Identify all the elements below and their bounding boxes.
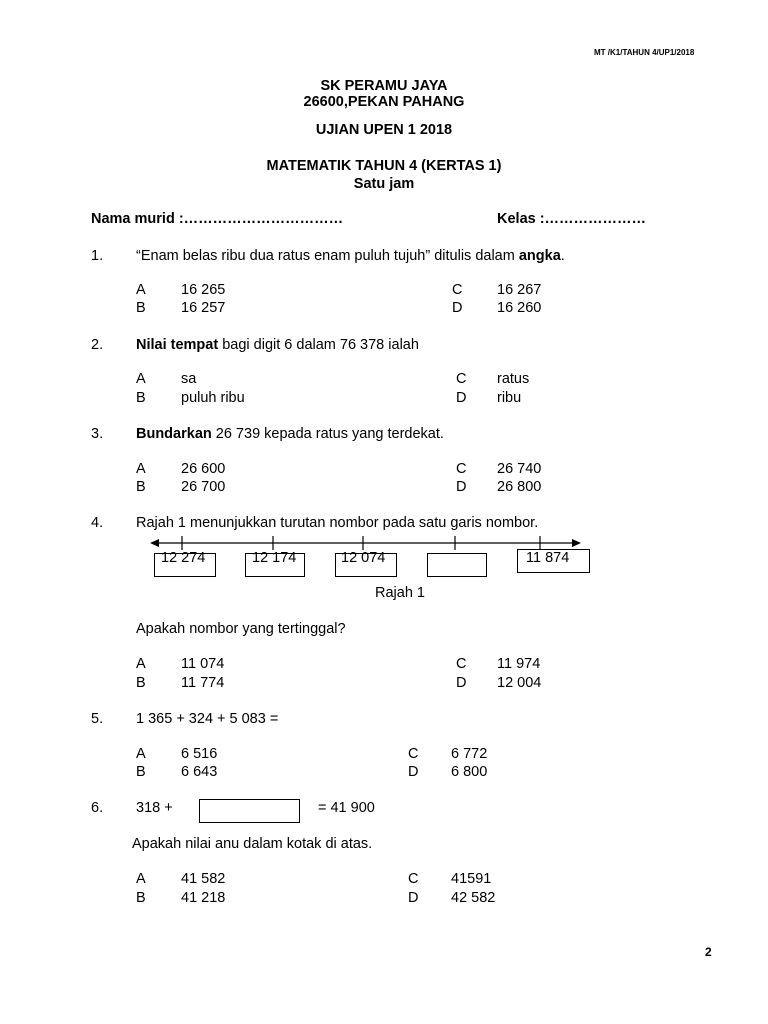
number-box-value: 12 174 xyxy=(252,550,297,566)
option-text: 41591 xyxy=(451,871,492,887)
arrow-left-icon xyxy=(150,539,159,547)
question-number: 4. xyxy=(91,515,104,531)
option-letter: B xyxy=(136,890,146,906)
document-code: MT /K1/TAHUN 4/UP1/2018 xyxy=(594,48,695,57)
option-text: 42 582 xyxy=(451,890,496,906)
option-letter: B xyxy=(136,300,146,316)
answer-box xyxy=(199,799,300,823)
question-number: 5. xyxy=(91,711,104,727)
option-text: 6 643 xyxy=(181,764,218,780)
equation-right: = 41 900 xyxy=(318,800,375,816)
school-address: 26600,PEKAN PAHANG xyxy=(303,94,465,110)
equation-left: 318 + xyxy=(136,800,173,816)
number-box-value: 11 874 xyxy=(526,550,570,566)
arrow-right-icon xyxy=(572,539,581,547)
figure-caption: Rajah 1 xyxy=(375,585,425,601)
option-letter: A xyxy=(136,371,146,387)
subject-title: MATEMATIK TAHUN 4 (KERTAS 1) xyxy=(266,158,502,174)
option-letter: B xyxy=(136,479,146,495)
option-text: 16 265 xyxy=(181,282,226,298)
question-prompt: Apakah nilai anu dalam kotak di atas. xyxy=(132,836,373,852)
option-text: 16 257 xyxy=(181,300,226,316)
student-name-field: Nama murid :…………………………… xyxy=(91,211,344,227)
question-stem: Bundarkan 26 739 kepada ratus yang terdekat. xyxy=(136,426,444,442)
question-stem: Nilai tempat bagi digit 6 dalam 76 378 ialah xyxy=(136,337,419,353)
exam-title: UJIAN UPEN 1 2018 xyxy=(315,122,453,138)
question-number: 1. xyxy=(91,248,104,264)
option-text: 26 800 xyxy=(497,479,542,495)
exam-duration: Satu jam xyxy=(353,176,415,192)
option-letter: A xyxy=(136,282,146,298)
class-field: Kelas :………………… xyxy=(497,211,647,227)
option-text: 41 582 xyxy=(181,871,226,887)
option-letter: D xyxy=(408,764,419,780)
option-text: 11 774 xyxy=(181,675,225,691)
option-letter: C xyxy=(408,746,419,762)
option-text: 26 740 xyxy=(497,461,542,477)
option-letter: C xyxy=(452,282,463,298)
option-letter: A xyxy=(136,461,146,477)
option-text: 26 700 xyxy=(181,479,226,495)
option-letter: D xyxy=(456,390,467,406)
option-letter: D xyxy=(452,300,463,316)
option-text: ribu xyxy=(497,390,522,406)
option-text: ratus xyxy=(497,371,530,387)
option-text: 6 800 xyxy=(451,764,488,780)
option-letter: B xyxy=(136,764,146,780)
option-text: 16 267 xyxy=(497,282,542,298)
option-letter: C xyxy=(456,371,467,387)
page-number: 2 xyxy=(705,945,712,959)
option-text: sa xyxy=(181,371,197,387)
option-letter: C xyxy=(456,461,467,477)
option-letter: A xyxy=(136,656,146,672)
school-name: SK PERAMU JAYA xyxy=(320,78,448,94)
number-box-value: 12 074 xyxy=(341,550,386,566)
question-stem: 1 365 + 324 + 5 083 = xyxy=(136,711,279,727)
option-letter: C xyxy=(408,871,419,887)
option-text: 41 218 xyxy=(181,890,226,906)
option-letter: B xyxy=(136,675,146,691)
question-number: 3. xyxy=(91,426,104,442)
option-letter: D xyxy=(456,675,467,691)
option-text: 11 074 xyxy=(181,656,225,672)
missing-number-box xyxy=(427,553,487,577)
option-letter: B xyxy=(136,390,146,406)
option-text: 26 600 xyxy=(181,461,226,477)
option-text: 6 772 xyxy=(451,746,488,762)
question-stem: Rajah 1 menunjukkan turutan nombor pada satu garis nombor. xyxy=(136,515,539,531)
question-number: 2. xyxy=(91,337,104,353)
option-letter: A xyxy=(136,746,146,762)
option-text: puluh ribu xyxy=(181,390,245,406)
option-letter: A xyxy=(136,871,146,887)
option-letter: D xyxy=(408,890,419,906)
question-number: 6. xyxy=(91,800,104,816)
option-text: 12 004 xyxy=(497,675,542,691)
number-box-value: 12 274 xyxy=(161,550,206,566)
option-text: 6 516 xyxy=(181,746,218,762)
question-stem: “Enam belas ribu dua ratus enam puluh tujuh” ditulis dalam angka. xyxy=(136,248,565,264)
option-letter: D xyxy=(456,479,467,495)
option-letter: C xyxy=(456,656,467,672)
question-prompt: Apakah nombor yang tertinggal? xyxy=(136,621,346,637)
option-text: 16 260 xyxy=(497,300,542,316)
option-text: 11 974 xyxy=(497,656,541,672)
